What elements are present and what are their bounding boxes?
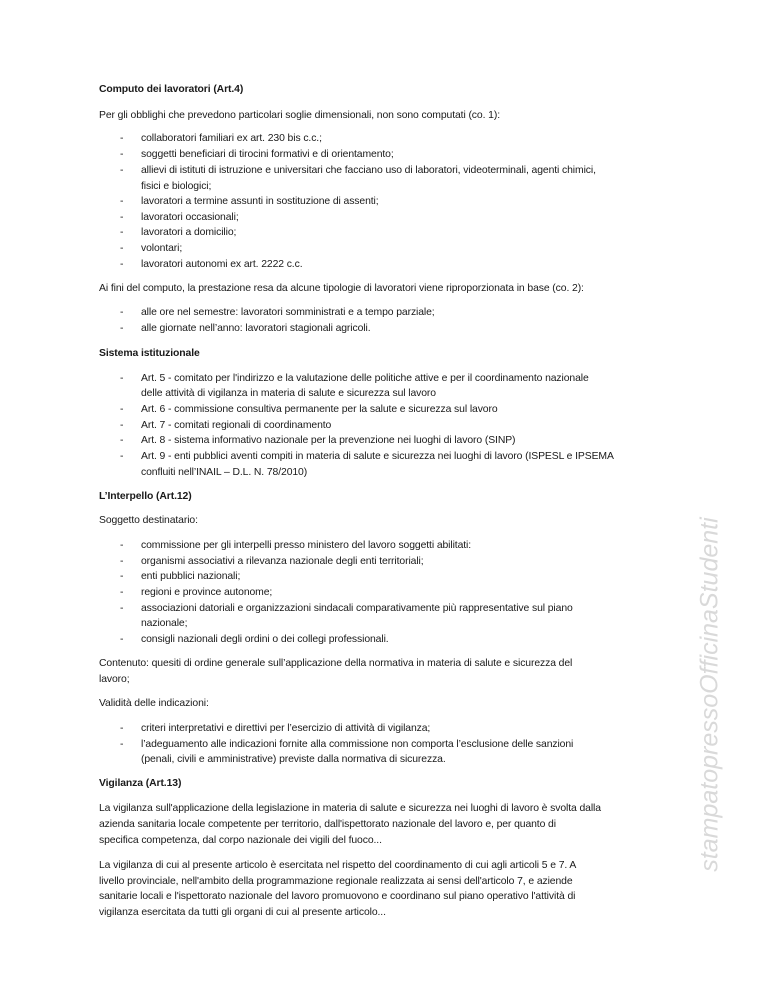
bullet-dash: - bbox=[120, 556, 124, 567]
list-item: associazioni datoriali e organizzazioni sindacali comparativamente più rappresentative sul piano bbox=[141, 603, 573, 614]
list-item: fisici e biologici; bbox=[141, 181, 212, 192]
list-item: Art. 5 - comitato per l'indirizzo e la valutazione delle politiche attive e per il coordinamento nazionale bbox=[141, 373, 589, 384]
bullet-dash: - bbox=[120, 243, 124, 254]
bullet-dash: - bbox=[120, 149, 124, 160]
list-item: lavoratori occasionali; bbox=[141, 212, 239, 223]
paragraph-line: Soggetto destinatario: bbox=[99, 515, 198, 526]
section-heading: L’Interpello (Art.12) bbox=[99, 491, 192, 502]
list-item: nazionale; bbox=[141, 618, 188, 629]
paragraph-line: Validità delle indicazioni: bbox=[99, 698, 209, 709]
paragraph-line: livello provinciale, nell'ambito della programmazione regionale realizzata ai sensi dell'articolo 7, e aziende bbox=[99, 876, 573, 887]
paragraph-line: sanitarie locali e l'ispettorato nazionale del lavoro promuovono e coordinano sul piano operativo l'attività di bbox=[99, 891, 576, 902]
paragraph-line: La vigilanza sull'applicazione della legislazione in materia di salute e sicurezza nei luoghi di lavoro è svolta dalla bbox=[99, 803, 601, 814]
list-item: Art. 7 - comitati regionali di coordinamento bbox=[141, 420, 332, 431]
section-heading: Vigilanza (Art.13) bbox=[99, 778, 182, 789]
bullet-dash: - bbox=[120, 133, 124, 144]
list-item: soggetti beneficiari di tirocini formativi e di orientamento; bbox=[141, 149, 394, 160]
bullet-dash: - bbox=[120, 404, 124, 415]
list-item: alle giornate nell’anno: lavoratori stagionali agricoli. bbox=[141, 323, 371, 334]
paragraph-line: Contenuto: quesiti di ordine generale sull’applicazione della normativa in materia di salute e sicurezza del bbox=[99, 658, 573, 669]
list-item: allievi di istituti di istruzione e universitari che facciano uso di laboratori, videoterminali, agenti chimici, bbox=[141, 165, 596, 176]
bullet-dash: - bbox=[120, 723, 124, 734]
bullet-dash: - bbox=[120, 227, 124, 238]
list-item: Art. 6 - commissione consultiva permanente per la salute e sicurezza sul lavoro bbox=[141, 404, 498, 415]
watermark: stampatopressoOfficinaStudenti bbox=[695, 517, 724, 872]
bullet-dash: - bbox=[120, 587, 124, 598]
list-item: confluiti nell’INAIL – D.L. N. 78/2010) bbox=[141, 467, 308, 478]
bullet-dash: - bbox=[120, 420, 124, 431]
list-item: alle ore nel semestre: lavoratori somministrati e a tempo parziale; bbox=[141, 307, 435, 318]
bullet-dash: - bbox=[120, 451, 124, 462]
list-item: criteri interpretativi e direttivi per l’esercizio di attività di vigilanza; bbox=[141, 723, 431, 734]
bullet-dash: - bbox=[120, 634, 124, 645]
bullet-dash: - bbox=[120, 196, 124, 207]
bullet-dash: - bbox=[120, 540, 124, 551]
paragraph-line: vigilanza esercitata da tutti gli organi di cui al presente articolo... bbox=[99, 907, 386, 918]
list-item: (penali, civili e amministrative) previste dalla normativa di sicurezza. bbox=[141, 754, 446, 765]
bullet-dash: - bbox=[120, 373, 124, 384]
bullet-dash: - bbox=[120, 259, 124, 270]
list-item: consigli nazionali degli ordini o dei collegi professionali. bbox=[141, 634, 389, 645]
bullet-dash: - bbox=[120, 603, 124, 614]
list-item: regioni e province autonome; bbox=[141, 587, 273, 598]
bullet-dash: - bbox=[120, 323, 124, 334]
paragraph-line: specifica competenza, dal corpo nazionale dei vigili del fuoco... bbox=[99, 835, 382, 846]
list-item: Art. 8 - sistema informativo nazionale per la prevenzione nei luoghi di lavoro (SINP) bbox=[141, 435, 516, 446]
paragraph-line: Per gli obblighi che prevedono particolari soglie dimensionali, non sono computati (co. 1): bbox=[99, 110, 500, 121]
paragraph-line: lavoro; bbox=[99, 674, 130, 685]
list-item: volontari; bbox=[141, 243, 183, 254]
list-item: lavoratori autonomi ex art. 2222 c.c. bbox=[141, 259, 303, 270]
list-item: lavoratori a termine assunti in sostituzione di assenti; bbox=[141, 196, 379, 207]
list-item: Art. 9 - enti pubblici aventi compiti in materia di salute e sicurezza nei luoghi di lavoro (ISPESL e IPSEMA bbox=[141, 451, 614, 462]
list-item: collaboratori familiari ex art. 230 bis c.c.; bbox=[141, 133, 322, 144]
list-item: enti pubblici nazionali; bbox=[141, 571, 241, 582]
paragraph-line: azienda sanitaria locale competente per territorio, dall'ispettorato nazionale del lavoro e, per quanto di bbox=[99, 819, 556, 830]
list-item: l’adeguamento alle indicazioni fornite alla commissione non comporta l’esclusione delle sanzioni bbox=[141, 739, 574, 750]
paragraph-line: La vigilanza di cui al presente articolo è esercitata nel rispetto del coordinamento di cui agli articoli 5 e 7. A bbox=[99, 860, 577, 871]
bullet-dash: - bbox=[120, 739, 124, 750]
paragraph-line: Ai fini del computo, la prestazione resa da alcune tipologie di lavoratori viene riproporzionata in base (co. 2): bbox=[99, 283, 584, 294]
list-item: commissione per gli interpelli presso ministero del lavoro soggetti abilitati: bbox=[141, 540, 472, 551]
bullet-dash: - bbox=[120, 571, 124, 582]
list-item: delle attività di vigilanza in materia di salute e sicurezza sul lavoro bbox=[141, 388, 436, 399]
bullet-dash: - bbox=[120, 212, 124, 223]
bullet-dash: - bbox=[120, 435, 124, 446]
bullet-dash: - bbox=[120, 165, 124, 176]
bullet-dash: - bbox=[120, 307, 124, 318]
list-item: lavoratori a domicilio; bbox=[141, 227, 237, 238]
section-heading: Computo dei lavoratori (Art.4) bbox=[99, 84, 244, 95]
section-heading: Sistema istituzionale bbox=[99, 348, 200, 359]
list-item: organismi associativi a rilevanza nazionale degli enti territoriali; bbox=[141, 556, 424, 567]
